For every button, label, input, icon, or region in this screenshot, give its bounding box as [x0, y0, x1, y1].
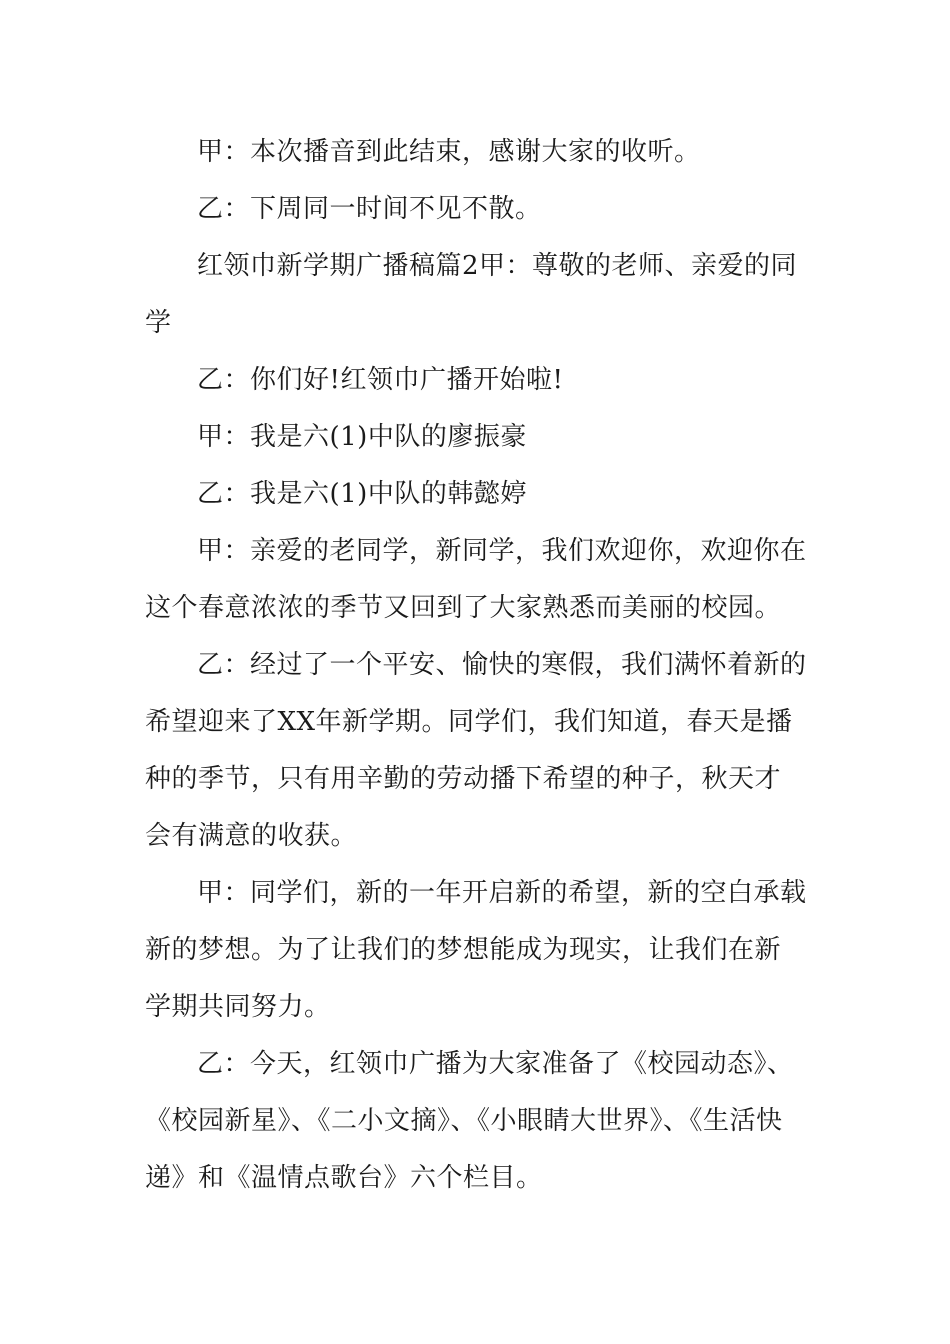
paragraph: 乙：今天，红领巾广播为大家准备了《校园动态》、《校园新星》、《二小文摘》、《小眼睛大世界》、《生活快递》和《温情点歌台》六个栏目。 — [145, 1049, 794, 1193]
paragraph: 甲：我是六(1)中队的廖振豪 — [197, 422, 527, 452]
document-body — [145, 124, 807, 1207]
paragraph: 甲：亲爱的老同学，新同学，我们欢迎你，欢迎你在这个春意浓浓的季节又回到了大家熟悉而美丽的校园。 — [145, 536, 807, 623]
section-heading-line — [145, 238, 807, 352]
paragraph-farewell: 乙：下周同一时间不见不散。 — [197, 194, 542, 224]
paragraph: 甲：同学们，新的一年开启新的希望，新的空白承载新的梦想。为了让我们的梦想能成为现实，让我们在新学期共同努力。 — [145, 878, 807, 1022]
paragraph: 乙：你们好!红领巾广播开始啦! — [197, 365, 564, 395]
paragraph: 乙：我是六(1)中队的韩懿婷 — [197, 479, 527, 509]
section-title: 红领巾新学期广播稿篇2 — [197, 251, 480, 281]
section-first-line: 甲：尊敬的老师、亲爱的同学 — [145, 251, 798, 338]
paragraph: 乙：经过了一个平安、愉快的寒假，我们满怀着新的希望迎来了XX年新学期。同学们，我们知道，春天是播种的季节，只有用辛勤的劳动播下希望的种子，秋天才会有满意的收获。 — [145, 650, 807, 851]
paragraph-closing: 甲：本次播音到此结束，感谢大家的收听。 — [197, 137, 701, 167]
